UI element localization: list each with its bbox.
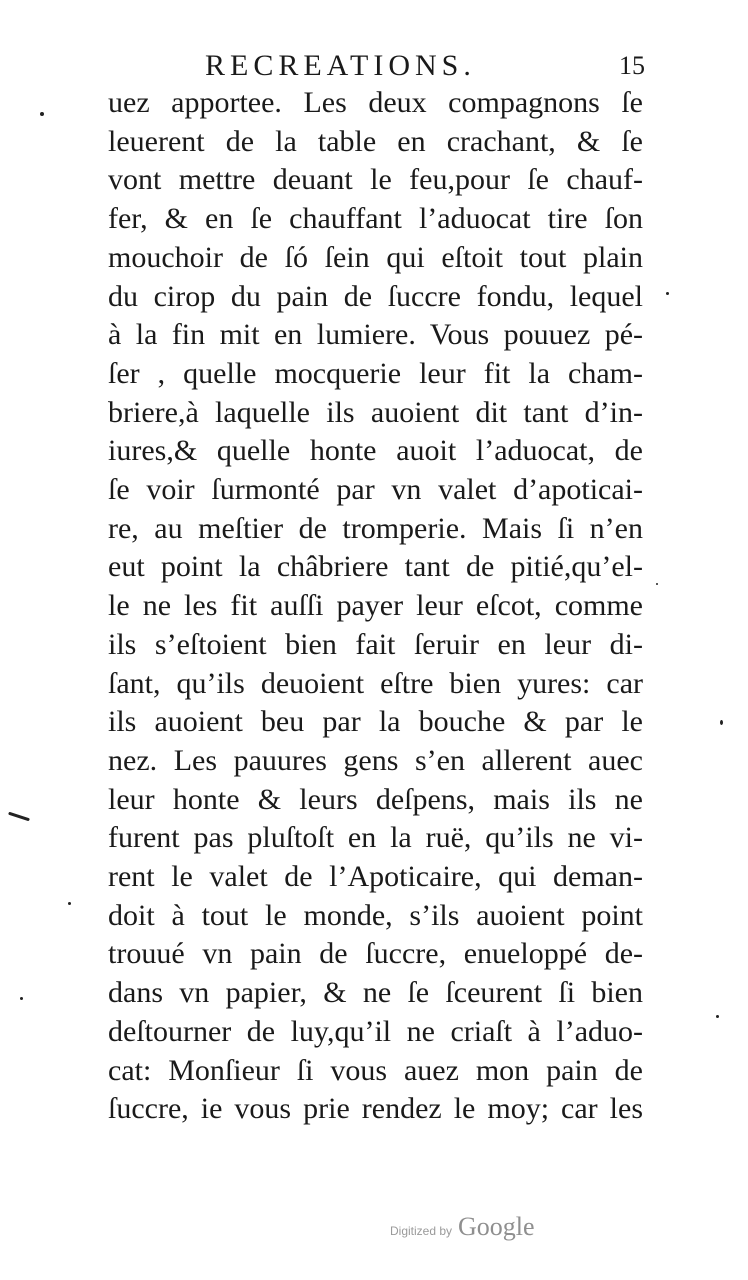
scan-speck	[68, 902, 71, 905]
text-line: leuerent de la table en crachant, & ſe	[108, 124, 643, 158]
text-line: briere,à laquelle ils auoient dit tant d’in-	[108, 395, 643, 429]
scan-speck	[8, 812, 30, 822]
scan-speck	[20, 997, 23, 1000]
text-line: ſant, qu’ils deuoient eſtre bien yures: car	[108, 666, 643, 700]
text-line: doit à tout le monde, s’ils auoient point	[108, 898, 643, 932]
running-title: RECREATIONS.	[205, 49, 476, 82]
text-line: mouchoir de ſó ſein qui eſtoit tout plain	[108, 240, 643, 274]
body-text	[108, 84, 643, 1129]
text-line: ils auoient beu par la bouche & par le	[108, 705, 643, 739]
scan-speck	[40, 112, 44, 116]
text-line: ſe voir ſurmonté par vn valet d’apoticai-	[108, 473, 643, 507]
page-header	[205, 46, 645, 86]
text-line: à la fin mit en lumiere. Vous pouuez pé-	[108, 318, 643, 352]
text-line: ils s’eſtoient bien fait ſeruir en leur di-	[108, 627, 643, 661]
text-line: dans vn papier, & ne ſe ſceurent ſi bien	[108, 976, 643, 1010]
digitized-by-label: Digitized by	[390, 1224, 453, 1238]
scan-speck	[716, 1015, 719, 1018]
text-line: nez. Les pauures gens s’en allerent auec	[108, 743, 643, 777]
page-number: 15	[619, 51, 645, 80]
text-line: du cirop du pain de ſuccre fondu, lequel	[108, 279, 643, 313]
text-line: rent le valet de l’Apoticaire, qui deman-	[108, 860, 643, 894]
google-logo: Google	[458, 1212, 535, 1241]
text-line: leur honte & leurs deſpens, mais ils ne	[108, 782, 643, 816]
text-line: le ne les fit auſſi payer leur eſcot, comme	[108, 589, 643, 623]
text-line: re, au meſtier de tromperie. Mais ſi n’en	[108, 511, 643, 545]
text-line: furent pas pluſtoſt en la ruë, qu’ils ne vi-	[108, 821, 643, 855]
text-line: deſtourner de luy,qu’il ne criaſt à l’aduo-	[108, 1014, 643, 1048]
text-line: fer, & en ſe chauffant l’aduocat tire ſon	[108, 202, 643, 236]
text-line: cat: Monſieur ſi vous auez mon pain de	[108, 1053, 643, 1087]
digitized-footer	[390, 1212, 535, 1242]
text-line: trouué vn pain de ſuccre, enueloppé de-	[108, 937, 643, 971]
scan-speck	[656, 583, 658, 585]
text-line: eut point la châbriere tant de pitié,qu’el-	[108, 550, 643, 584]
text-line: ſuccre, ie vous prie rendez le moy; car les	[108, 1092, 643, 1126]
text-line: vont mettre deuant le feu,pour ſe chauf-	[108, 163, 643, 197]
text-line: uez apportee. Les deux compagnons ſe	[108, 86, 643, 119]
text-line: ſer , quelle mocquerie leur fit la cham-	[108, 356, 643, 390]
text-line: iures,& quelle honte auoit l’aduocat, de	[108, 434, 643, 468]
scan-speck	[666, 292, 669, 295]
scan-speck	[720, 720, 723, 725]
